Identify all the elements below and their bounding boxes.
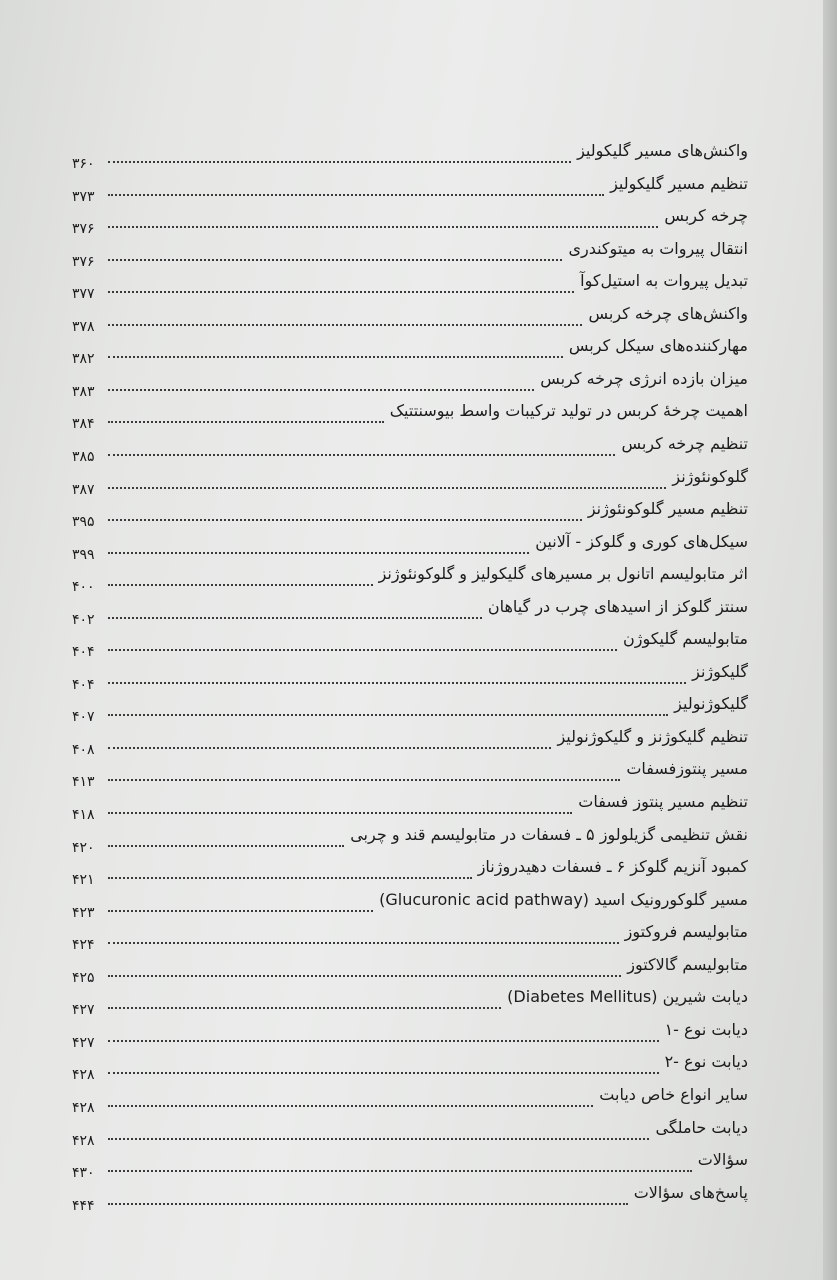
toc-entry[interactable] [72, 596, 762, 630]
dot-leader [108, 194, 604, 196]
toc-entry-page-number: ۴۲۱ [72, 872, 95, 889]
dot-leader [108, 487, 666, 489]
toc-entry[interactable] [72, 1117, 762, 1151]
toc-entry-title: سیکل‌های کوری و گلوکز - آلانین [535, 531, 748, 551]
toc-entry-title: گلیکوژنولیز [674, 694, 748, 714]
toc-entry[interactable] [72, 173, 762, 207]
toc-entry-title: واکنش‌های مسیر گلیکولیز [577, 141, 748, 160]
dot-leader [108, 975, 621, 977]
dot-leader [108, 389, 534, 391]
toc-entry[interactable] [72, 1149, 762, 1183]
toc-entry-page-number: ۴۰۲ [72, 611, 95, 628]
toc-entry[interactable] [72, 758, 762, 792]
dot-leader [108, 519, 582, 521]
toc-entry-page-number: ۴۲۳ [72, 904, 95, 921]
dot-leader [108, 291, 574, 293]
toc-entry-page-number: ۳۷۳ [72, 188, 95, 205]
toc-entry[interactable] [72, 1182, 762, 1216]
dot-leader [108, 161, 571, 163]
toc-entry[interactable] [72, 368, 762, 402]
dot-leader [108, 779, 620, 781]
toc-entry-page-number: ۴۰۷ [72, 709, 95, 726]
dot-leader [108, 1170, 692, 1172]
dot-leader [108, 1072, 659, 1074]
toc-entry-title: میزان بازده انرژی چرخه کربس [540, 368, 748, 388]
dot-leader [108, 877, 472, 879]
toc-entry-page-number: ۳۷۶ [72, 253, 95, 270]
toc-entry-page-number: ۴۲۸ [72, 1067, 95, 1084]
dot-leader [108, 1138, 649, 1140]
toc-entry[interactable] [72, 400, 762, 434]
toc-entry-title: متابولیسم فروکتوز [624, 922, 748, 942]
toc-entry[interactable] [72, 986, 762, 1020]
toc-entry-title: تنظیم چرخه کربس [621, 433, 748, 453]
toc-entry-title: تنظیم مسیر گلیکولیز [610, 173, 748, 193]
toc-entry-title: گلوکونئوژنز [672, 466, 748, 486]
toc-entry-page-number: ۴۲۰ [72, 839, 95, 856]
toc-entry[interactable] [72, 238, 762, 272]
toc-entry-title: تنظیم مسیر پنتوز فسفات [578, 792, 748, 811]
toc-entry-title: نقش تنظیمی گزیلولوز ۵ ـ فسفات در متابولیسم قند و چربی [350, 824, 748, 844]
toc-entry-page-number: ۴۰۴ [72, 644, 95, 661]
toc-entry-title: پاسخ‌های سؤالات [633, 1182, 748, 1202]
toc-entry-page-number: ۴۲۴ [72, 937, 95, 954]
toc-entry-title: دیابت نوع -۱ [664, 1019, 748, 1039]
toc-entry[interactable] [72, 1051, 762, 1085]
toc-entry[interactable] [72, 661, 762, 695]
toc-entry-title: سایر انواع خاص دیابت [599, 1084, 748, 1104]
toc-entry-title: متابولیسم گالاکتوز [627, 954, 748, 974]
toc-entry-title: اثر متابولیسم اتانول بر مسیرهای گلیکولیز و گلوکونئوژنز [378, 564, 748, 584]
toc-entry[interactable] [72, 205, 762, 239]
toc-entry[interactable] [72, 466, 762, 500]
toc-entry[interactable] [72, 1084, 762, 1118]
toc-entry[interactable] [72, 954, 762, 988]
toc-entry[interactable] [72, 335, 762, 369]
toc-entry-page-number: ۴۴۴ [72, 1197, 95, 1214]
toc-entry[interactable] [72, 433, 762, 467]
toc-entry-page-number: ۳۹۵ [72, 514, 95, 531]
dot-leader [108, 910, 373, 912]
toc-entry-page-number: ۳۸۴ [72, 416, 95, 433]
toc-entry-page-number: ۴۰۴ [72, 676, 95, 693]
toc-entry-page-number: ۴۲۸ [72, 1099, 95, 1116]
toc-entry-title: متابولیسم گلیکوژن [622, 629, 748, 649]
toc-entry-page-number: ۴۳۰ [72, 1165, 95, 1182]
toc-entry[interactable] [72, 498, 762, 532]
dot-leader [108, 584, 373, 586]
toc-entry-page-number: ۳۹۹ [72, 546, 95, 563]
toc-entry[interactable] [72, 531, 762, 565]
toc-entry-title: انتقال پیروات به میتوکندری [568, 238, 748, 258]
toc-entry-page-number: ۳۸۷ [72, 481, 95, 498]
dot-leader [108, 259, 562, 261]
toc-entry-title: گلیکوژنز [692, 661, 748, 681]
dot-leader [108, 942, 619, 944]
toc-entry-title: تنظیم مسیر گلوکونئوژنز [587, 499, 748, 519]
toc-entry-title: سؤالات [697, 1150, 748, 1170]
dot-leader [108, 714, 668, 716]
toc-entry[interactable] [72, 628, 762, 662]
toc-entry-page-number: ۴۰۸ [72, 741, 95, 758]
toc-entry-title: دیابت شیرین (Diabetes Mellitus) [507, 987, 748, 1007]
toc-entry-title: چرخه کربس [664, 206, 748, 226]
toc-entry[interactable] [72, 791, 762, 825]
toc-entry-page-number: ۴۲۵ [72, 969, 95, 986]
dot-leader [108, 324, 582, 326]
toc-entry-title: مهارکننده‌های سیکل کربس [568, 336, 748, 356]
toc-entry[interactable] [72, 889, 762, 923]
toc-entry-title: کمبود آنزیم گلوکز ۶ ـ فسفات دهیدروژناز [477, 857, 748, 877]
toc-entry[interactable] [72, 270, 762, 304]
toc-entry[interactable] [72, 726, 762, 760]
dot-leader [108, 1040, 659, 1042]
toc-entry-page-number: ۳۷۶ [72, 221, 95, 238]
dot-leader [108, 649, 617, 651]
toc-entry-title: سنتز گلوکز از اسیدهای چرب در گیاهان [487, 596, 748, 616]
dot-leader [108, 454, 615, 456]
dot-leader [108, 747, 551, 749]
toc-entry-page-number: ۴۰۰ [72, 579, 95, 596]
toc-entry-title: واکنش‌های چرخه کربس [588, 303, 748, 323]
toc-entry-page-number: ۴۱۳ [72, 774, 95, 791]
dot-leader [108, 226, 658, 228]
toc-entry-page-number: ۳۷۷ [72, 286, 95, 303]
toc-entry[interactable] [72, 693, 762, 727]
toc-entry-page-number: ۴۲۸ [72, 1132, 95, 1149]
toc-entry-title: اهمیت چرخهٔ کربس در تولید ترکیبات واسط بیوسنتتیک [389, 401, 748, 421]
toc-entry-page-number: ۳۸۳ [72, 383, 95, 400]
dot-leader [108, 682, 686, 684]
toc-entry-page-number: ۳۶۰ [72, 156, 95, 172]
dot-leader [108, 617, 482, 619]
dot-leader [108, 552, 529, 554]
dot-leader [108, 1105, 593, 1107]
toc-entry[interactable] [72, 856, 762, 890]
dot-leader [108, 356, 563, 358]
toc-entry-page-number: ۳۸۵ [72, 448, 95, 465]
dot-leader [108, 421, 384, 423]
toc-entry-title: تبدیل پیروات به استیل‌کوآ [580, 271, 748, 291]
dot-leader [108, 845, 344, 847]
dot-leader [108, 1203, 628, 1205]
toc-entry-page-number: ۴۲۷ [72, 1034, 95, 1051]
toc-entry[interactable] [72, 563, 762, 597]
dot-leader [108, 1007, 501, 1009]
toc-entry-page-number: ۴۱۸ [72, 807, 95, 823]
toc-entry[interactable] [72, 303, 762, 337]
toc-entry-page-number: ۳۸۲ [72, 351, 95, 368]
toc-entry-title: دیابت نوع -۲ [664, 1052, 748, 1072]
toc-entry[interactable] [72, 1019, 762, 1053]
toc-entry-page-number: ۴۲۷ [72, 1002, 95, 1019]
toc-entry[interactable] [72, 921, 762, 955]
toc-entry[interactable] [72, 140, 762, 174]
toc-entry-title: مسیر گلوکورونیک اسید (Glucuronic acid pathway) [379, 889, 748, 909]
dot-leader [108, 812, 572, 814]
toc-entry-title: دیابت حاملگی [655, 1117, 748, 1137]
toc-entry-page-number: ۳۷۸ [72, 318, 95, 335]
toc-entry-title: مسیر پنتوزفسفات [626, 759, 748, 779]
toc-entry-title: تنظیم گلیکوژنز و گلیکوژنولیز [557, 726, 748, 746]
toc-entry[interactable] [72, 824, 762, 858]
